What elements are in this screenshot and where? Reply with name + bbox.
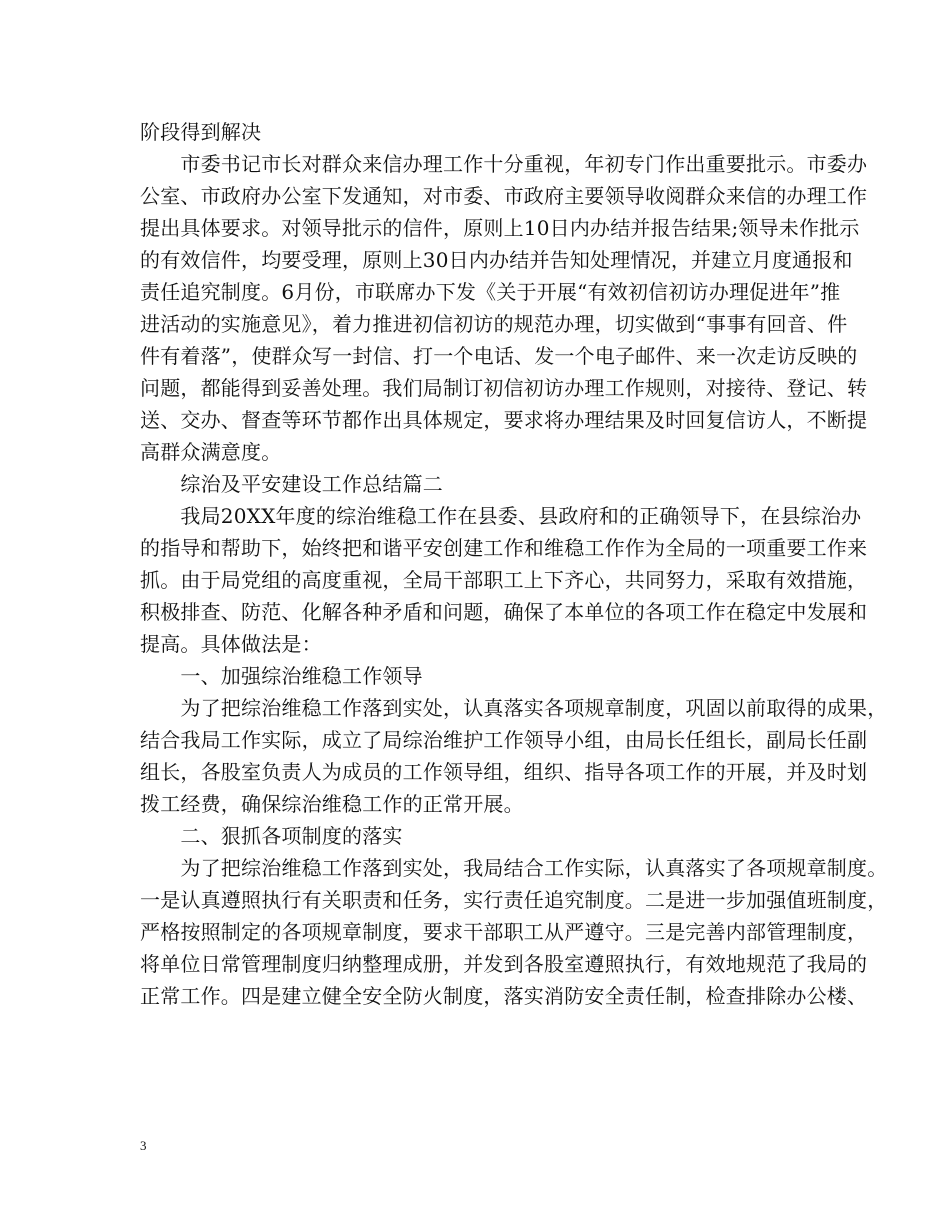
text-line: 严格按照制定的各项规章制度，要求干部职工从严遵守。三是完善内部管理制度，: [140, 920, 868, 944]
text-line: 公室、市政府办公室下发通知，对市委、市政府主要领导收阅群众来信的办理工作: [140, 184, 868, 208]
text-line: 组长，各股室负责人为成员的工作领导组，组织、指导各项工作的开展，并及时划: [140, 760, 868, 784]
text-line: 综治及平安建设工作总结篇二: [140, 472, 443, 496]
text-line: 送、交办、督查等环节都作出具体规定，要求将办理结果及时回复信访人，不断提: [140, 408, 868, 432]
text-line: 一是认真遵照执行有关职责和任务，实行责任追究制度。二是进一步加强值班制度，: [140, 888, 888, 912]
text-line: 结合我局工作实际，成立了局综治维护工作领导小组，由局长任组长，副局长任副: [140, 728, 868, 752]
text-line: 拨工经费，确保综治维稳工作的正常开展。: [140, 792, 524, 816]
text-line: 一、加强综治维稳工作领导: [140, 664, 423, 688]
page-number: 3: [140, 1138, 147, 1153]
text-line: 的有效信件，均要受理，原则上30日内办结并告知处理情况，并建立月度通报和: [140, 248, 853, 272]
text-line: 提高。具体做法是：: [140, 632, 322, 656]
text-line: 积极排查、防范、化解各种矛盾和问题，确保了本单位的各项工作在稳定中发展和: [140, 600, 868, 624]
text-line: 为了把综治维稳工作落到实处，认真落实各项规章制度，巩固以前取得的成果，: [140, 696, 888, 720]
text-line: 我局20XX年度的综治维稳工作在县委、县政府和的正确领导下，在县综治办: [140, 504, 862, 528]
text-line: 进活动的实施意见》，着力推进初信初访的规范办理，切实做到“事事有回音、件: [140, 312, 848, 336]
text-line: 市委书记市长对群众来信办理工作十分重视，年初专门作出重要批示。市委办: [140, 152, 868, 176]
text-line: 阶段得到解决: [140, 120, 262, 144]
text-line: 提出具体要求。对领导批示的信件，原则上10日内办结并报告结果;领导未作批示: [140, 216, 860, 240]
text-line: 责任追究制度。6月份，市联席办下发《关于开展“有效初信初访办理促进年”推: [140, 280, 841, 304]
text-line: 件有着落”，使群众写一封信、打一个电话、发一个电子邮件、来一次走访反映的: [140, 344, 858, 368]
text-line: 正常工作。四是建立健全安全防火制度，落实消防安全责任制，检查排除办公楼、: [140, 984, 868, 1008]
text-line: 将单位日常管理制度归纳整理成册，并发到各股室遵照执行，有效地规范了我局的: [140, 952, 868, 976]
text-line: 的指导和帮助下，始终把和谐平安创建工作和维稳工作作为全局的一项重要工作来: [140, 536, 868, 560]
text-line: 二、狠抓各项制度的落实: [140, 824, 403, 848]
text-line: 问题，都能得到妥善处理。我们局制订初信初访办理工作规则，对接待、登记、转: [140, 376, 868, 400]
text-line: 为了把综治维稳工作落到实处，我局结合工作实际，认真落实了各项规章制度。: [140, 856, 888, 880]
text-line: 高群众满意度。: [140, 440, 282, 464]
text-line: 抓。由于局党组的高度重视，全局干部职工上下齐心，共同努力，采取有效措施，: [140, 568, 868, 592]
